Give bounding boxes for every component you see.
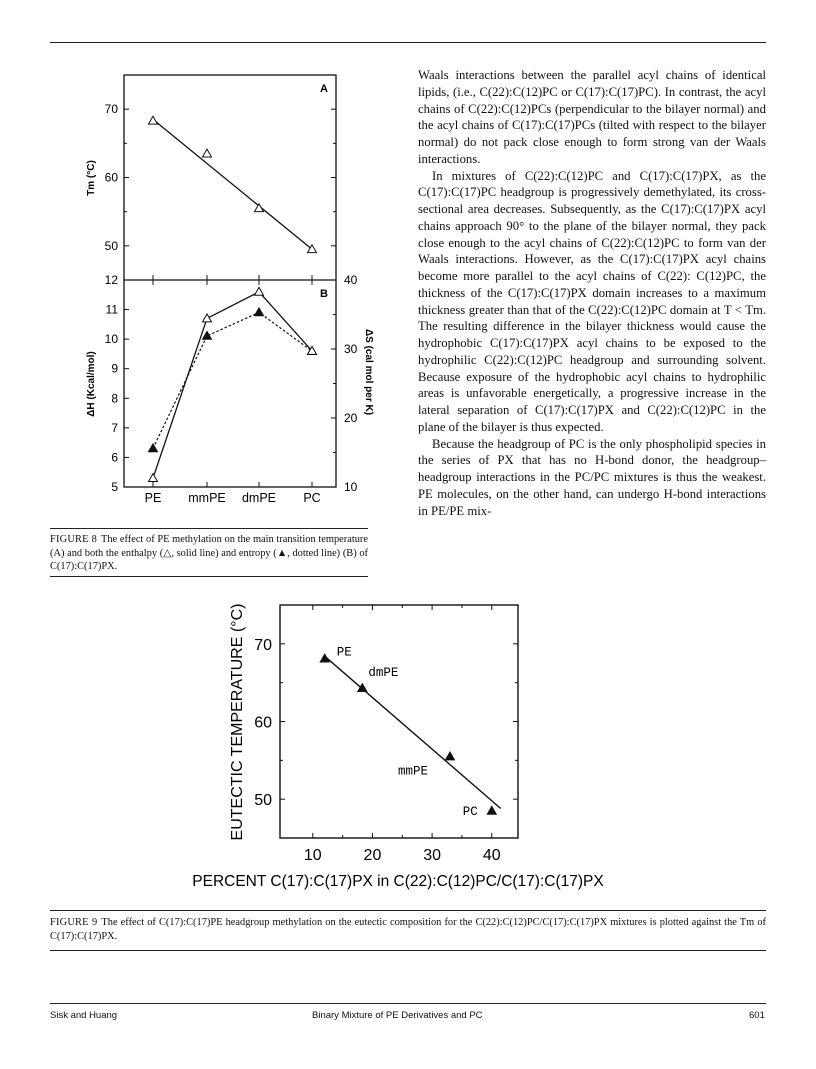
data-point-enthalpy	[255, 287, 264, 295]
data-point	[446, 752, 455, 760]
y-tick-label: 6	[111, 450, 118, 465]
data-point-enthalpy	[203, 314, 212, 322]
x-tick-label: 40	[482, 847, 501, 864]
y-tick-label: 11	[105, 302, 118, 317]
x-axis-label: PERCENT C(17):C(17)PX in C(22):C(12)PC/C(17):C(17)PX	[192, 873, 604, 890]
data-point	[358, 684, 367, 692]
footer-authors: Sisk and Huang	[50, 1010, 118, 1021]
data-point-enthalpy	[149, 474, 158, 482]
y-tick-label-right: 10	[344, 480, 358, 494]
y-tick-label: 50	[104, 238, 118, 253]
figure-9-caption-rule	[50, 910, 766, 911]
y-tick-label: 8	[111, 391, 118, 406]
figure-8-caption-bottom-rule	[50, 576, 368, 577]
point-label: PC	[462, 804, 478, 819]
figure-8-caption-rule	[50, 528, 368, 529]
x-tick-label: PC	[303, 491, 321, 505]
plot-frame	[124, 75, 336, 487]
y-tick-label: 50	[254, 792, 272, 810]
footer-rule	[50, 1003, 766, 1004]
point-label: PE	[336, 645, 352, 660]
y-axis-label-a: Tm (°C)	[86, 160, 97, 196]
figure-9-caption	[50, 916, 766, 943]
y-tick-label: 10	[104, 332, 118, 347]
data-point-entropy	[255, 308, 264, 316]
fit-line	[327, 658, 501, 809]
figure-9-caption-text: The effect of C(17):C(17)PE headgroup methylation on the eutectic composition for the C(22):C(12)PC/C(17):C(17)PX mixtures is plotted against the Tm of C(17):C(17)PX.	[50, 917, 766, 942]
figure-8-chart	[0, 0, 416, 520]
x-tick-label: 10	[303, 847, 322, 864]
panel-label-a: A	[320, 83, 328, 95]
page-number: 601	[749, 1010, 765, 1021]
data-point-tm	[203, 149, 212, 157]
y-tick-label-right: 20	[344, 411, 358, 425]
y-tick-label: 9	[111, 361, 118, 376]
x-tick-label: 30	[423, 847, 442, 864]
y-axis-label: EUTECTIC TEMPERATURE (°C)	[229, 603, 246, 841]
data-point-tm	[149, 116, 158, 124]
x-tick-label: PE	[144, 491, 162, 505]
point-label: dmPE	[368, 666, 399, 681]
body-text-column	[418, 67, 766, 519]
y-tick-label: 70	[104, 102, 118, 117]
y-tick-label: 60	[254, 714, 272, 732]
y-axis-label-b: ΔH (Kcal/mol)	[86, 351, 97, 417]
figure-8-caption	[50, 533, 368, 574]
data-point-tm	[255, 204, 264, 212]
paragraph: In mixtures of C(22):C(12)PC and C(17):C(17)PX, as the C(17):C(17)PC headgroup is progressively demethylated, its cross-sectional area decreases. Subsequently, as the C(17):C(17)PX acyl chains approach 90° to the plane of the bilayer normal, they pack close enough to the acyl chains of C(22):C(12)PC to form van der Waals interactions. However, as the C(17):C(17)PX acyl chains become more parallel to the acyl chains of C(22): C(12)PC, the thickness of the C(17):C(17)PX domain increases to a maximum thickness greater than that of the C(22):C(12)PC domain at T < Tm. The resulting difference in the bilayer thickness would cause the hydrophobic C(17):C(17)PX acyl chains to be exposed to the hydrophilic C(22):C(12)PC headgroup and surrounding solvent. Because exposure of the hydrophobic acyl chains to hydrophilic areas is unfavorable energetically, a progressive increase in the lateral separation of C(17):C(17)PX and C(22):C(12)PC in the plane of the bilayer is thus expected.	[418, 168, 766, 434]
y-tick-label: 12	[104, 273, 118, 287]
data-point	[487, 806, 496, 814]
figure-8-label: FIGURE 8	[50, 534, 98, 545]
y-tick-label: 7	[111, 420, 118, 435]
figure-9-label: FIGURE 9	[50, 917, 98, 928]
paragraph: Because the headgroup of PC is the only phospholipid species in the series of PX that has no H-bond donor, the headgroup–headgroup interactions in the PC/PC mixtures is thus the weakest. PE molecules, on the other hand, can undergo H-bond interactions in PE/PE mix-	[418, 436, 766, 518]
point-label: mmPE	[397, 764, 428, 779]
series-line-enthalpy	[153, 292, 312, 478]
panel-label-b: B	[320, 288, 328, 300]
paragraph: Waals interactions between the parallel acyl chains of identical lipids, (i.e., C(22):C(12)PC or C(17):C(17)PC). In contrast, the acyl chains of C(22):C(12)PCs (perpendicular to the bilayer normal) and the acyl chains of C(17):C(17)PCs (tilted with respect to the bilayer normal) do not pack close enough to form strong van der Waals interactions.	[418, 68, 766, 166]
y-tick-label-right: 40	[344, 273, 358, 287]
figure-8-caption-text: The effect of PE methylation on the main transition temperature (A) and both the enthalpy (△, solid line) and entropy (▲, dotted line) (B) of C(17):C(17)PX.	[50, 534, 368, 572]
x-tick-label: mmPE	[188, 491, 226, 505]
y-tick-label-right: 30	[344, 342, 358, 356]
footer-running-title: Binary Mixture of PE Derivatives and PC	[312, 1010, 483, 1021]
data-point-entropy	[203, 331, 212, 339]
y-tick-label: 70	[254, 636, 272, 654]
fit-line	[153, 119, 312, 249]
data-point	[320, 654, 329, 662]
x-tick-label: 20	[363, 847, 382, 864]
y-tick-label: 5	[111, 480, 118, 494]
plot-frame	[280, 605, 518, 838]
y-tick-label: 60	[104, 170, 118, 185]
data-point-entropy	[149, 444, 158, 452]
y-axis-label-b-right: ΔS (cal mol per K)	[363, 328, 374, 416]
series-line-entropy	[153, 312, 312, 448]
figure-9-caption-bottom-rule	[50, 950, 766, 951]
figure-9-chart	[0, 580, 816, 890]
x-tick-label: dmPE	[241, 491, 277, 505]
